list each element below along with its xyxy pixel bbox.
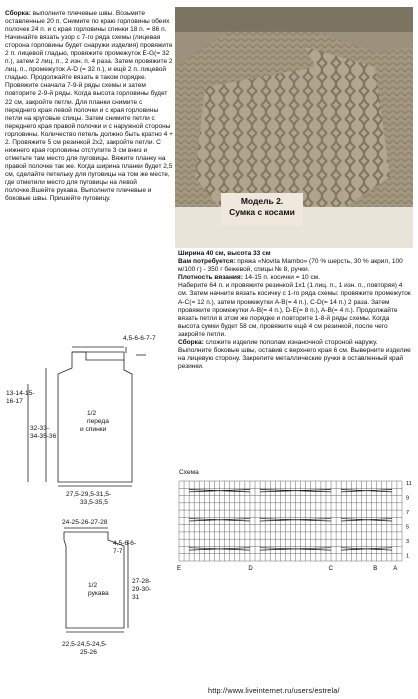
body-inner-line3: и спинки — [80, 426, 107, 433]
sleeve-inner-fraction: 1/2 — [88, 582, 98, 589]
bag-assembly-label: Сборка: — [178, 339, 204, 347]
right-text-block — [178, 250, 412, 371]
cable-cross-symbol — [341, 519, 392, 521]
chart-col-label: B — [373, 566, 378, 572]
need-label: Вам потребуется: — [178, 258, 236, 266]
density-label: Плотность вязания: — [178, 274, 243, 282]
assembly-label: Сборка: — [5, 10, 31, 17]
chart-row-label: 3 — [406, 539, 410, 546]
body-top-right-label — [123, 335, 156, 343]
chart-row-label: 5 — [406, 524, 410, 531]
need-body: пряжа «Novita Mambo» (70 % шерсть, 30 % акрил, 100 м/100 г) - 350 г бежевой, спицы № 8, ручки. — [178, 258, 403, 274]
chart-row-label: 7 — [406, 510, 410, 517]
sleeve-right-top-label: 4,5-6-6-7-7 — [113, 540, 137, 555]
body-top-right-text: 4,5-6-6-7-7 — [123, 335, 156, 342]
cable-cross-symbol — [341, 489, 392, 491]
body-inner-line2: переда — [87, 418, 109, 425]
cable-cross-symbol — [189, 548, 250, 550]
body-inner-fraction: 1/2 — [87, 410, 97, 417]
assembly-paragraph — [5, 10, 173, 203]
sleeve-top-label: 24-25-26-27-28 — [62, 519, 108, 526]
model-caption — [221, 193, 303, 226]
sleeve-bottom-label-2: 25-26 — [80, 649, 97, 656]
chart-col-label: A — [393, 566, 398, 572]
chart-grid — [179, 481, 402, 561]
body-left-bottom-label: 32-33-34-35-36 — [30, 425, 57, 440]
size-heading: Ширина 40 см, высота 33 см — [178, 250, 271, 257]
chart-title: Схема — [179, 469, 199, 476]
cable-cross-symbol — [189, 489, 250, 491]
cable-cross-symbol — [260, 489, 331, 491]
cable-cross-symbol — [341, 548, 392, 550]
caption-line-1: Модель 2. — [240, 196, 284, 206]
sleeve-bottom-label-1: 22,5-24,5-24,5- — [62, 641, 108, 648]
left-text-block — [5, 10, 173, 203]
cable-cross-symbol — [260, 519, 331, 521]
bag-assembly-body: сложите изделие пополам изнаночной стороной наружу. Выполните боковые швы, оставив с верхнего края 6 см. Выверните изделие на лицевую сторону. Закрепите металлические ручки в оставленный край резинки. — [178, 339, 411, 371]
cable-cross-symbol — [260, 548, 331, 550]
work-body: Наберите 64 п. и провяжите резинкой 1x1 (1 лиц. п., 1 изн. п., повторяя) 4 см. Затем начните вязать косичку с 1-го ряда схемы: провяжите промежуток A-C(= 12 п.), затем промежутки A-B(= 4 п.), C-D(= 14 п.) 2 раза. Затем провяжите промежутки A-B(= 4 п.), D-E(= 8 п.), A-B(= 4 п.). Продолжайте вязать петли в этом же порядке и повторите 1-8-й ряды схемы. Когда высота сумки будет 58 см, провяжите ещё 4 см резинкой, после чего закройте петли. — [178, 282, 411, 338]
assembly-body: выполните плечевые швы. Возьмите оставленные 20 п. Снимите по краю горловины обеих полочек 24 п. и с края горловины спинки 18 п. = 86 п. Начинайте вязать узор с 7-го ряда схемы (лицевая сторона горловины будет снаружи изделия) провяжите 2 п. лицевой гладью, провяжите промежуток E-G(= 32 п.), затем 2 лиц. п., 2 изн. п. 4 раза. Затем провяжите 2 лиц. п., промежуток A-D (= 32 п.), и ещё 2 п. лицевой гладью. Продолжайте вязать в таком порядке. Провяжите сначала 7-9-й ряды схемы и затем повторите 2-9-й ряды. Когда высота горловины будет 22 см, закройте петли. Для планки снимите с переднего края левой полочки и с края горловины петли на круговые спицы. Затем снимите петли с переднего края правой полочки и с наружной стороны горловины. Количество петель должно быть кратно 4 + 2. Провяжите 5 см резинкой 2x2, закройте петли. С нижнего края горловины отступите 3 см вниз и отметьте там место для пуговицы. Вяжите планку на правой полочке так же. Когда ширина планки будет 2,5 см, сделайте петельку для пуговицы на том же месте, где отметили место для пуговицы на левой полочке.Вшейте рукава. Выполните плечевые и боковые швы. Пришейте пуговицу. — [5, 10, 173, 203]
sleeve-right-bottom-label: 27-28-29-30-31 — [132, 578, 152, 601]
caption-line-2: Сумка с косами — [229, 207, 295, 217]
density-body: 14-15 п. косички = 10 см. — [244, 274, 321, 282]
cable-cross-symbol — [189, 519, 250, 521]
chart-row-label: 11 — [406, 481, 412, 487]
footer-url: http://www.liveinternet.ru/users/estrela/ — [208, 686, 340, 695]
sleeve-inner-line2: рукава — [88, 590, 109, 597]
chart-row-label: 9 — [406, 495, 410, 502]
body-bottom-label-2: 33,5-35,5 — [80, 499, 108, 506]
body-left-top-label: 13-14-15-16-17 — [6, 390, 35, 405]
body-bottom-label-1: 27,5-29,5-31,5- — [66, 491, 112, 498]
chart-col-label: C — [328, 566, 333, 572]
chart-col-label: E — [177, 566, 182, 572]
chart-col-label: D — [248, 566, 253, 572]
chart-row-label: 1 — [406, 553, 410, 560]
